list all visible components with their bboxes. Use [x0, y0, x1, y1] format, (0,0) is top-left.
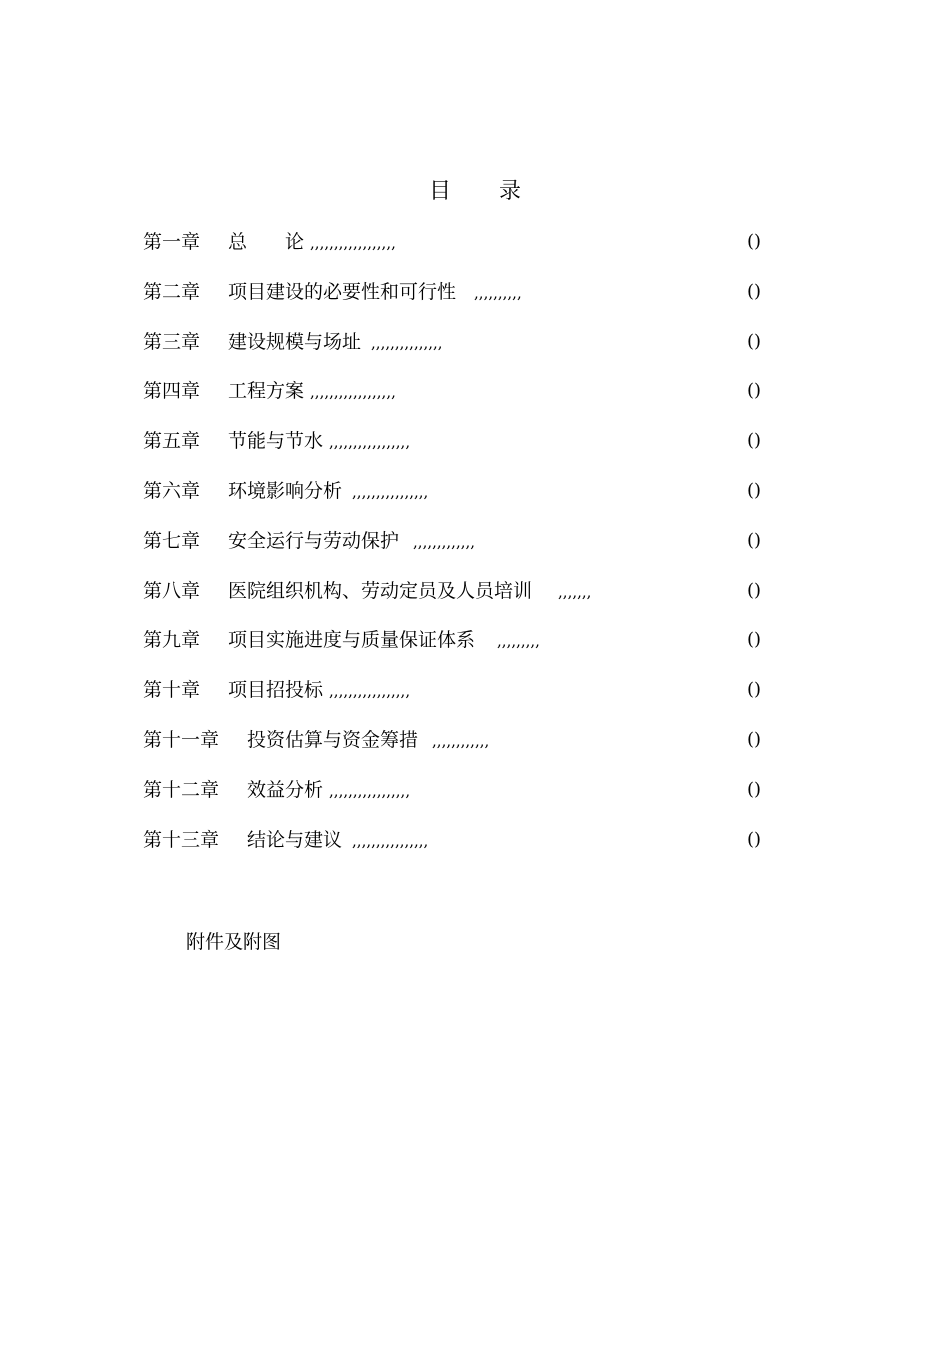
toc-page-number: ()	[746, 380, 761, 402]
toc-leader: ,,,,,,,,,,	[474, 283, 522, 302]
toc-entry[interactable]	[143, 375, 763, 425]
toc-chapter-title: 医院组织机构、劳动定员及人员培训	[228, 579, 533, 602]
toc-page-number: ()	[746, 778, 761, 800]
toc-leader: ,,,,,,,,,,,,,,,	[371, 333, 443, 352]
toc-chapter-number: 第十章	[143, 679, 201, 702]
toc-leader: ,,,,,,,,,,,,,,,,,,	[310, 234, 396, 252]
toc-entry[interactable]	[143, 575, 763, 625]
toc-entry[interactable]	[143, 824, 763, 874]
toc-chapter-title: 建设规模与场址	[228, 330, 362, 353]
toc-entry[interactable]	[143, 724, 763, 774]
toc-chapter-number: 第七章	[143, 529, 201, 552]
toc-chapter-number: 第三章	[143, 330, 201, 353]
toc-chapter-number: 第二章	[143, 280, 201, 303]
toc-chapter-title: 总 论	[228, 231, 305, 253]
toc-leader: ,,,,,,,,,,,,,,,,,,	[310, 383, 396, 402]
toc-title	[0, 176, 950, 208]
toc-entry[interactable]	[143, 326, 763, 376]
toc-title-part1: 目	[428, 179, 451, 204]
toc-chapter-title: 项目实施进度与质量保证体系	[228, 629, 476, 652]
toc-chapter-title: 效益分析	[247, 778, 324, 801]
toc-leader: ,,,,,,,,,,,,,,,,,	[329, 781, 411, 800]
toc-page-number: ()	[746, 579, 761, 601]
toc-page-number: ()	[746, 430, 761, 452]
toc-page-number: ()	[746, 679, 761, 701]
toc-chapter-title: 投资估算与资金筹措	[247, 728, 419, 751]
toc-entry[interactable]	[143, 624, 763, 674]
toc-chapter-title: 项目建设的必要性和可行性	[228, 280, 457, 303]
toc-page-number: ()	[746, 280, 761, 302]
toc-chapter-number: 第十二章	[143, 778, 220, 801]
toc-entry[interactable]	[143, 226, 763, 276]
toc-leader: ,,,,,,,,,	[497, 632, 540, 651]
toc-chapter-title: 节能与节水	[228, 430, 324, 453]
toc-chapter-number: 第十三章	[143, 828, 220, 851]
toc-leader: ,,,,,,,,,,,,,	[413, 532, 476, 551]
toc-page-number: ()	[746, 629, 761, 651]
toc-chapter-number: 第六章	[143, 479, 201, 502]
toc-leader: ,,,,,,,	[558, 582, 592, 601]
toc-chapter-number: 第九章	[143, 629, 201, 652]
toc-entry[interactable]	[143, 774, 763, 824]
toc-page-number: ()	[746, 828, 761, 850]
toc-page-number: ()	[746, 479, 761, 501]
toc-chapter-number: 第五章	[143, 430, 201, 453]
toc-chapter-number: 第一章	[143, 231, 201, 253]
toc-entry[interactable]	[143, 475, 763, 525]
toc-leader: ,,,,,,,,,,,,,,,,	[352, 831, 429, 850]
toc-page-number: ()	[746, 231, 761, 252]
toc-leader: ,,,,,,,,,,,,,,,,	[352, 482, 429, 501]
toc-leader: ,,,,,,,,,,,,,,,,,	[329, 433, 411, 452]
toc-chapter-number: 第八章	[143, 579, 201, 602]
toc-chapter-number: 第四章	[143, 380, 201, 403]
toc-entry[interactable]	[143, 525, 763, 575]
toc-chapter-title: 工程方案	[228, 380, 305, 403]
toc-entry[interactable]	[143, 276, 763, 326]
toc-entry[interactable]	[143, 425, 763, 475]
toc-page-number: ()	[746, 330, 761, 352]
toc-leader: ,,,,,,,,,,,,,,,,,	[329, 682, 411, 701]
toc-chapter-number: 第十一章	[143, 728, 220, 751]
toc-chapter-title: 环境影响分析	[228, 479, 343, 502]
appendix-heading[interactable]: 附件及附图	[186, 931, 282, 953]
toc-page-number: ()	[746, 728, 761, 750]
toc-chapter-title: 安全运行与劳动保护	[228, 529, 400, 552]
toc-leader: ,,,,,,,,,,,,	[432, 731, 490, 750]
toc-entry[interactable]	[143, 674, 763, 724]
toc-list	[143, 226, 763, 873]
toc-chapter-title: 结论与建议	[247, 828, 343, 851]
toc-title-part2: 录	[499, 179, 522, 204]
toc-chapter-title: 项目招投标	[228, 679, 324, 702]
toc-page-number: ()	[746, 529, 761, 551]
